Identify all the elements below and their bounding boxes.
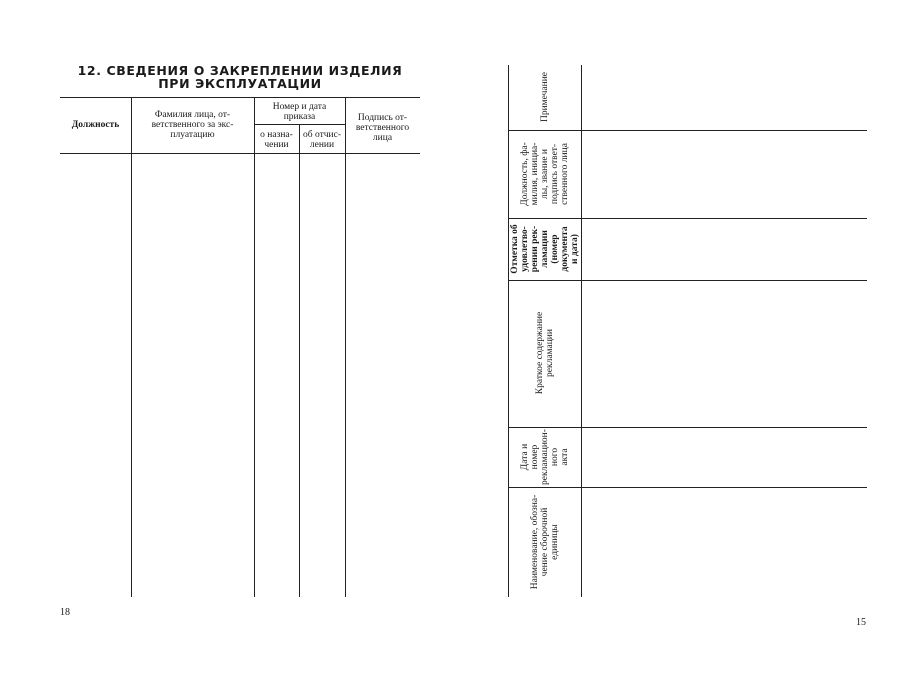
row-divider-3 [508,280,867,281]
col-divider-3 [299,124,300,597]
header-dismiss-2: лении [309,140,335,150]
header-person-1: Фамилия лица, от- [154,110,231,120]
page-number-left: 18 [60,607,70,618]
header-assign-1: о назна- [260,130,293,140]
col-divider-4 [345,97,346,597]
header-date-number: Дата и номер рекламацион- ного акта [520,429,570,485]
header-sign-3: лица [372,133,393,143]
header-person-3: плуатацию [170,130,215,140]
header-order-2: приказа [283,112,316,122]
header-dismiss-1: об отчис- [303,130,341,140]
row-divider-1 [508,130,867,131]
col-divider-2 [254,97,255,597]
header-person-2: ветственного за экс- [151,120,234,130]
header-order-1: Номер и дата [272,102,327,112]
table-top-border [60,97,420,98]
header-responsible: Должность, фа- милия, инициа- лы, звание и подпись ответ- ственного лица [520,142,570,206]
table-left-border [508,65,509,597]
header-right-border [581,65,582,597]
header-sign-2: ветственного [355,123,410,133]
header-unit-name: Наименование, обозна- чение сборочной единицы [530,494,560,590]
page-number-right: 15 [856,617,866,628]
header-content: Краткое содержание рекламации [535,311,555,395]
header-satisfaction: Отметка об удовлетво- рении рек- ламации (номер документа и дата) [510,224,580,274]
row-divider-5 [508,487,867,488]
section-title-line1: 12. СВЕДЕНИЯ О ЗАКРЕПЛЕНИИ ИЗДЕЛИЯ [77,63,403,78]
row-divider-2 [508,218,867,219]
header-position: Должность [71,120,120,130]
header-sign-1: Подпись от- [357,113,408,123]
header-bottom-border [60,153,420,154]
col-divider-1 [131,97,132,597]
header-note: Примечание [540,71,550,123]
section-title-line2: ПРИ ЭКСПЛУАТАЦИИ [158,76,322,91]
header-assign-2: чении [264,140,289,150]
row-divider-4 [508,427,867,428]
